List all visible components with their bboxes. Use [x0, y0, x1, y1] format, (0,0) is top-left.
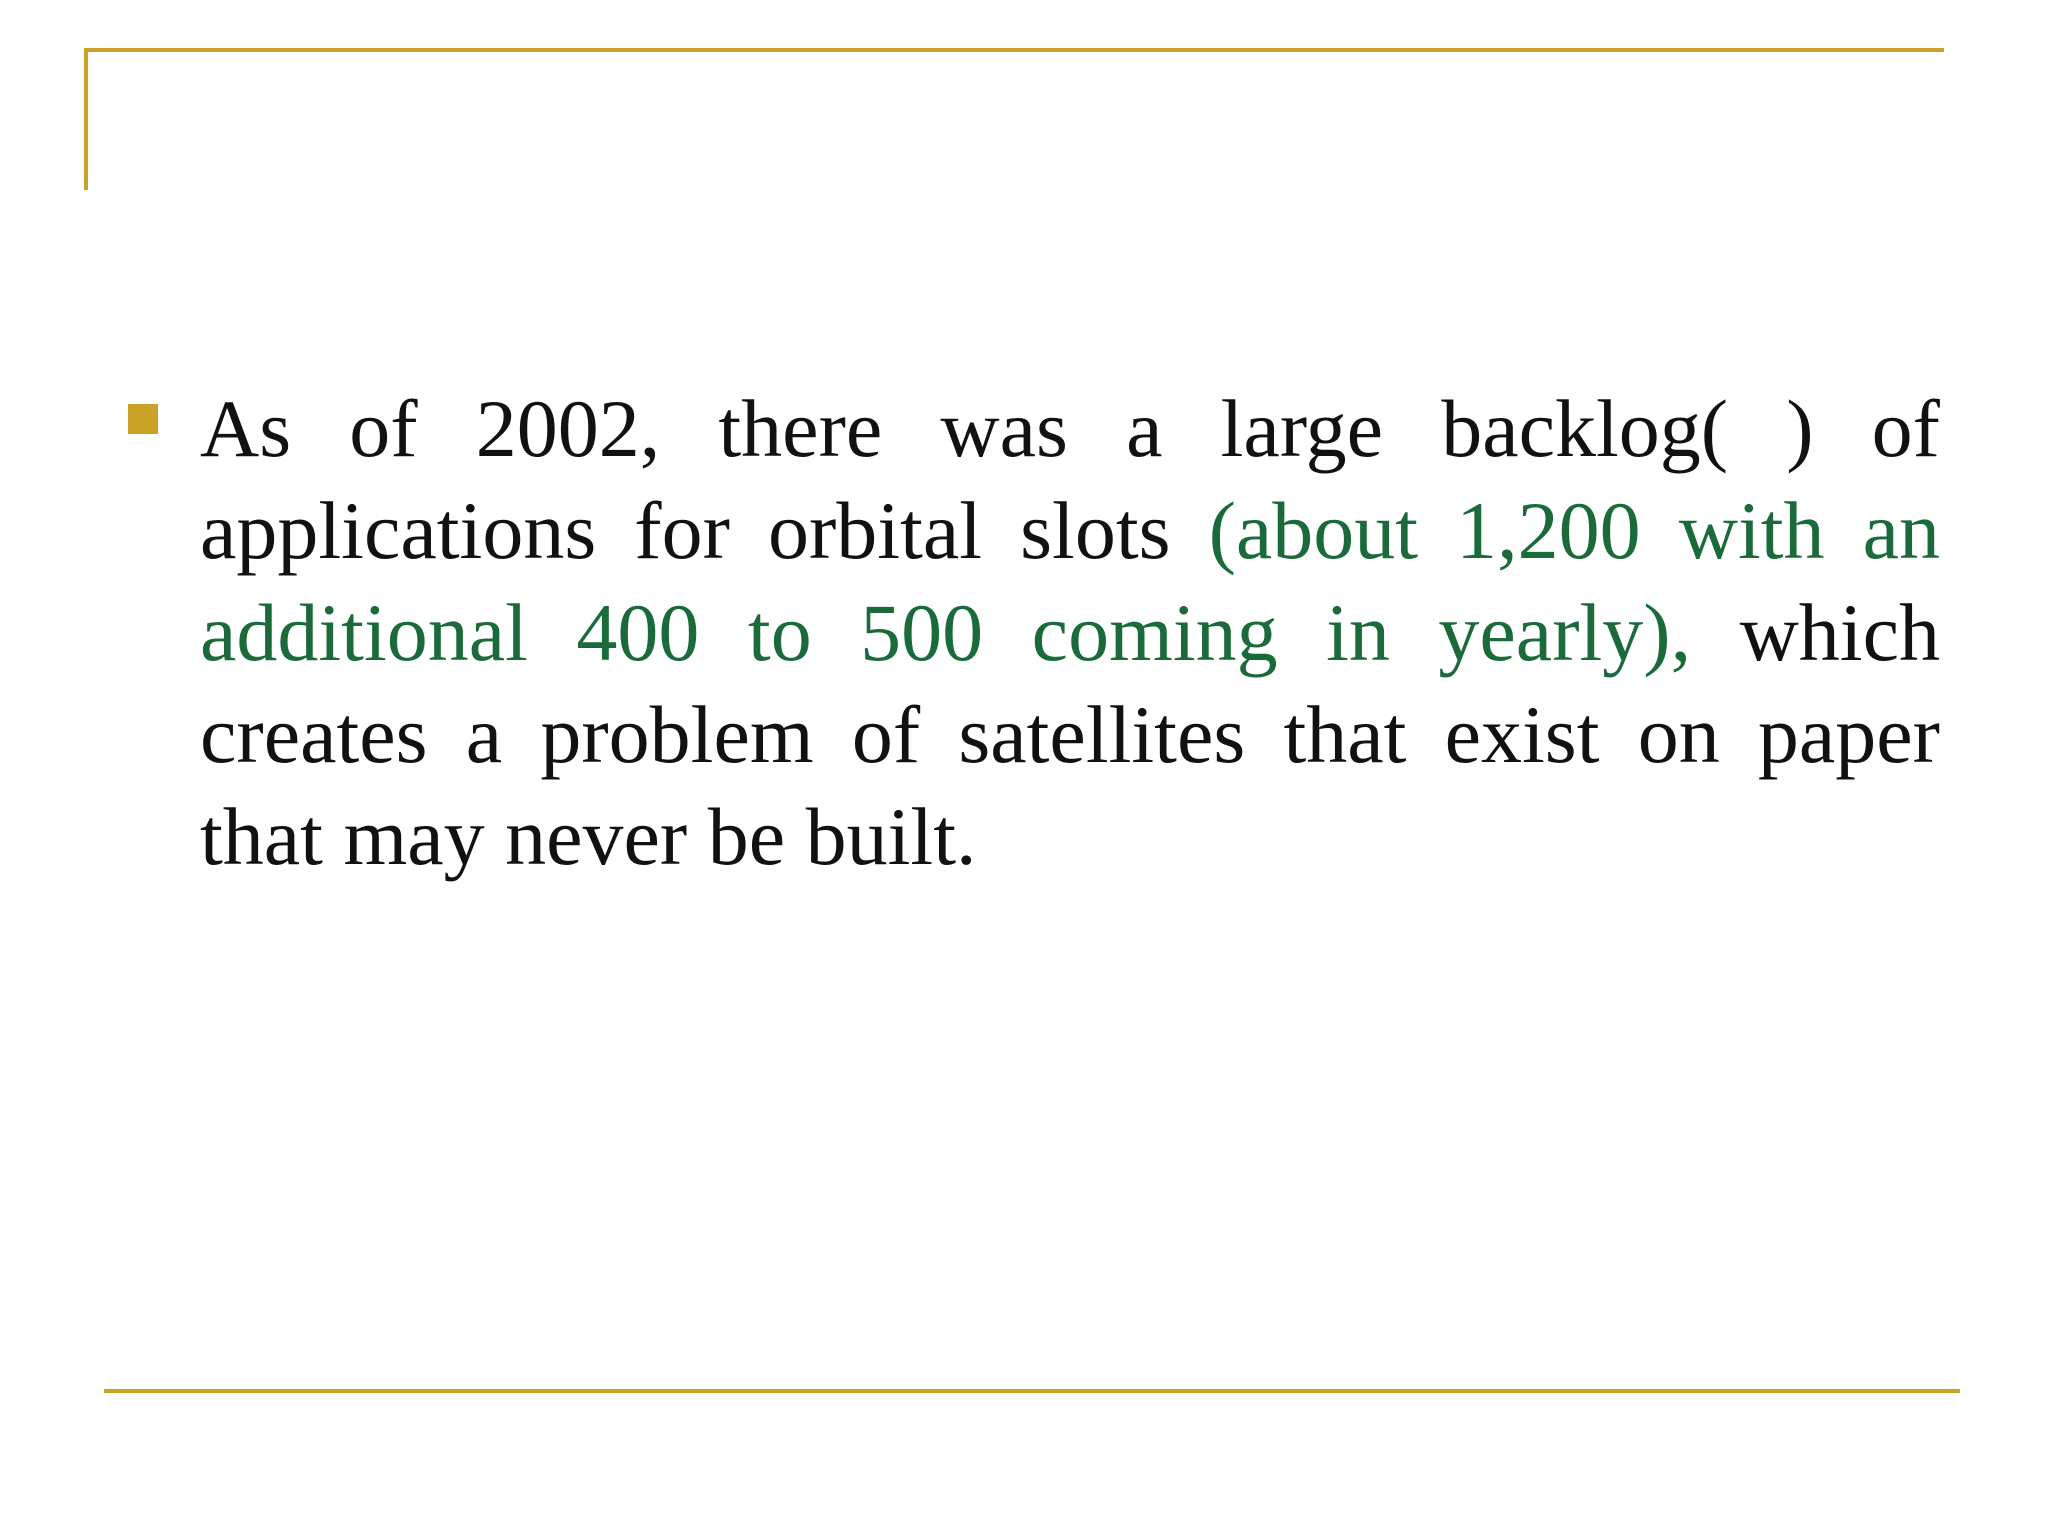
bottom-divider-line [104, 1389, 1960, 1393]
bullet-text [200, 378, 1940, 888]
square-bullet-icon [128, 404, 158, 434]
top-divider-line [84, 48, 1944, 52]
bullet-text-conclusion: which creates a problem of satellites that exist on paper that may never be built. [200, 587, 1940, 882]
bullet-text-intro: As of 2002, there was a large backlog( ) of applications for orbital slots [200, 383, 1940, 576]
bullet-text-highlight: (about 1,200 with an additional 400 to 500 coming in yearly), [200, 485, 1940, 678]
left-accent-line [84, 48, 88, 190]
